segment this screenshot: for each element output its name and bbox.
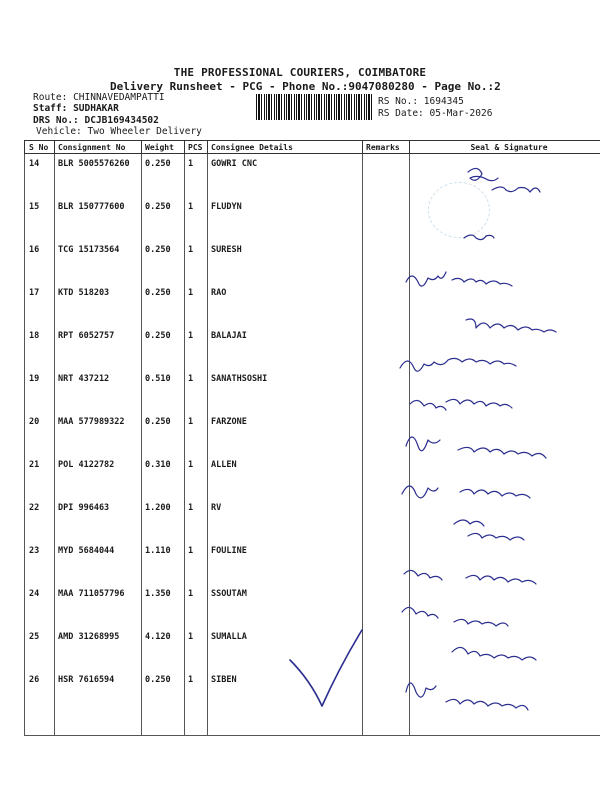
cell-pcs: 1	[185, 541, 208, 584]
cell-consignment-no: POL 4122782	[55, 455, 142, 498]
cell-sno: 18	[25, 326, 55, 369]
cell-remarks	[363, 498, 410, 541]
cell-remarks	[363, 154, 410, 198]
cell-consignment-no: BLR 5005576260	[55, 154, 142, 198]
cell-consignee: SUMALLA	[208, 627, 363, 670]
cell-consignment-no: KTD 518203	[55, 283, 142, 326]
cell-signature	[410, 369, 600, 412]
cell-consignee: ALLEN	[208, 455, 363, 498]
cell-remarks	[363, 541, 410, 584]
cell-sno: 19	[25, 369, 55, 412]
cell-consignee: FLUDYN	[208, 197, 363, 240]
table-row	[25, 670, 600, 736]
cell-weight: 0.250	[142, 154, 185, 198]
table-row	[25, 240, 600, 283]
cell-weight: 0.510	[142, 369, 185, 412]
cell-consignment-no: RPT 6052757	[55, 326, 142, 369]
cell-remarks	[363, 627, 410, 670]
cell-remarks	[363, 369, 410, 412]
cell-sno: 24	[25, 584, 55, 627]
table-row	[25, 455, 600, 498]
cell-consignment-no: HSR 7616594	[55, 670, 142, 736]
rs-date-line	[378, 108, 492, 119]
cell-pcs: 1	[185, 154, 208, 198]
cell-weight: 0.250	[142, 326, 185, 369]
barcode	[256, 94, 374, 120]
drs-label: DRS No.:	[33, 115, 79, 126]
cell-signature	[410, 670, 600, 736]
cell-remarks	[363, 455, 410, 498]
cell-consignment-no: MYD 5684044	[55, 541, 142, 584]
cell-signature	[410, 412, 600, 455]
cell-sno: 25	[25, 627, 55, 670]
table-row	[25, 412, 600, 455]
cell-weight: 0.250	[142, 670, 185, 736]
vehicle-line	[36, 126, 202, 137]
seal-stamp	[428, 182, 490, 238]
cell-consignment-no: AMD 31268995	[55, 627, 142, 670]
cell-weight: 0.310	[142, 455, 185, 498]
table-row	[25, 326, 600, 369]
cell-consignee: FOULINE	[208, 541, 363, 584]
cell-signature	[410, 283, 600, 326]
cell-signature	[410, 627, 600, 670]
col-sno: S No	[25, 141, 55, 154]
cell-pcs: 1	[185, 283, 208, 326]
cell-pcs: 1	[185, 240, 208, 283]
staff-value: SUDHAKAR	[73, 103, 119, 114]
runsheet-table	[24, 140, 600, 736]
route-value: CHINNAVEDAMPATTI	[73, 92, 165, 103]
cell-remarks	[363, 584, 410, 627]
cell-sno: 20	[25, 412, 55, 455]
cell-consignee: SANATHSOSHI	[208, 369, 363, 412]
cell-pcs: 1	[185, 326, 208, 369]
rs-date-label: RS Date:	[378, 108, 424, 119]
cell-signature	[410, 584, 600, 627]
col-pcs: PCS	[185, 141, 208, 154]
cell-consignee: GOWRI CNC	[208, 154, 363, 198]
staff-label: Staff:	[33, 103, 68, 114]
cell-sno: 15	[25, 197, 55, 240]
cell-pcs: 1	[185, 584, 208, 627]
table-row	[25, 197, 600, 240]
table-row	[25, 498, 600, 541]
cell-signature	[410, 498, 600, 541]
cell-signature	[410, 455, 600, 498]
cell-consignee: SIBEN	[208, 670, 363, 736]
cell-sno: 14	[25, 154, 55, 198]
route-line	[33, 92, 165, 103]
cell-consignee: SSOUTAM	[208, 584, 363, 627]
cell-signature	[410, 240, 600, 283]
cell-pcs: 1	[185, 670, 208, 736]
cell-weight: 0.250	[142, 283, 185, 326]
cell-consignment-no: MAA 711057796	[55, 584, 142, 627]
cell-sno: 16	[25, 240, 55, 283]
cell-pcs: 1	[185, 412, 208, 455]
rs-no-value: 1694345	[423, 96, 464, 107]
cell-signature	[410, 541, 600, 584]
cell-consignment-no: MAA 577989322	[55, 412, 142, 455]
cell-pcs: 1	[185, 369, 208, 412]
cell-weight: 0.250	[142, 197, 185, 240]
col-remarks: Remarks	[363, 141, 410, 154]
col-consignee: Consignee Details	[208, 141, 363, 154]
cell-consignment-no: BLR 150777600	[55, 197, 142, 240]
col-consignment: Consignment No	[55, 141, 142, 154]
cell-consignee: RV	[208, 498, 363, 541]
cell-sno: 23	[25, 541, 55, 584]
cell-weight: 1.110	[142, 541, 185, 584]
table-body	[25, 154, 600, 736]
cell-pcs: 1	[185, 627, 208, 670]
cell-remarks	[363, 326, 410, 369]
cell-consignment-no: NRT 437212	[55, 369, 142, 412]
rs-no-line	[378, 96, 464, 107]
drs-value: DCJB169434502	[84, 115, 159, 126]
table-row	[25, 369, 600, 412]
col-signature: Seal & Signature	[410, 141, 600, 154]
cell-consignee: FARZONE	[208, 412, 363, 455]
cell-consignee: SURESH	[208, 240, 363, 283]
cell-consignment-no: DPI 996463	[55, 498, 142, 541]
cell-weight: 0.250	[142, 240, 185, 283]
cell-consignment-no: TCG 15173564	[55, 240, 142, 283]
cell-weight: 1.350	[142, 584, 185, 627]
rs-no-label: RS No.:	[378, 96, 419, 107]
company-title: THE PROFESSIONAL COURIERS, COIMBATORE	[173, 66, 427, 79]
table-row	[25, 541, 600, 584]
vehicle-value: Two Wheeler Delivery	[87, 126, 202, 137]
cell-signature	[410, 326, 600, 369]
table-row	[25, 283, 600, 326]
cell-pcs: 1	[185, 498, 208, 541]
cell-sno: 22	[25, 498, 55, 541]
cell-consignee: RAO	[208, 283, 363, 326]
table-row	[25, 154, 600, 198]
rs-date-value: 05-Mar-2026	[429, 108, 493, 119]
cell-remarks	[363, 283, 410, 326]
cell-sno: 21	[25, 455, 55, 498]
cell-consignee: BALAJAI	[208, 326, 363, 369]
cell-remarks	[363, 240, 410, 283]
col-weight: Weight	[142, 141, 185, 154]
cell-weight: 1.200	[142, 498, 185, 541]
route-label: Route:	[33, 92, 68, 103]
staff-line	[33, 103, 119, 114]
cell-remarks	[363, 670, 410, 736]
table-row	[25, 584, 600, 627]
cell-remarks	[363, 412, 410, 455]
cell-sno: 17	[25, 283, 55, 326]
cell-remarks	[363, 197, 410, 240]
cell-pcs: 1	[185, 455, 208, 498]
table-header-row	[25, 141, 600, 154]
cell-pcs: 1	[185, 197, 208, 240]
table-row	[25, 627, 600, 670]
cell-sno: 26	[25, 670, 55, 736]
cell-weight: 4.120	[142, 627, 185, 670]
vehicle-label: Vehicle:	[36, 126, 82, 137]
cell-weight: 0.250	[142, 412, 185, 455]
drs-line	[33, 115, 159, 126]
sheet-title: Delivery Runsheet - PCG - Phone No.:9047080280 - Page No.:2	[110, 80, 501, 93]
